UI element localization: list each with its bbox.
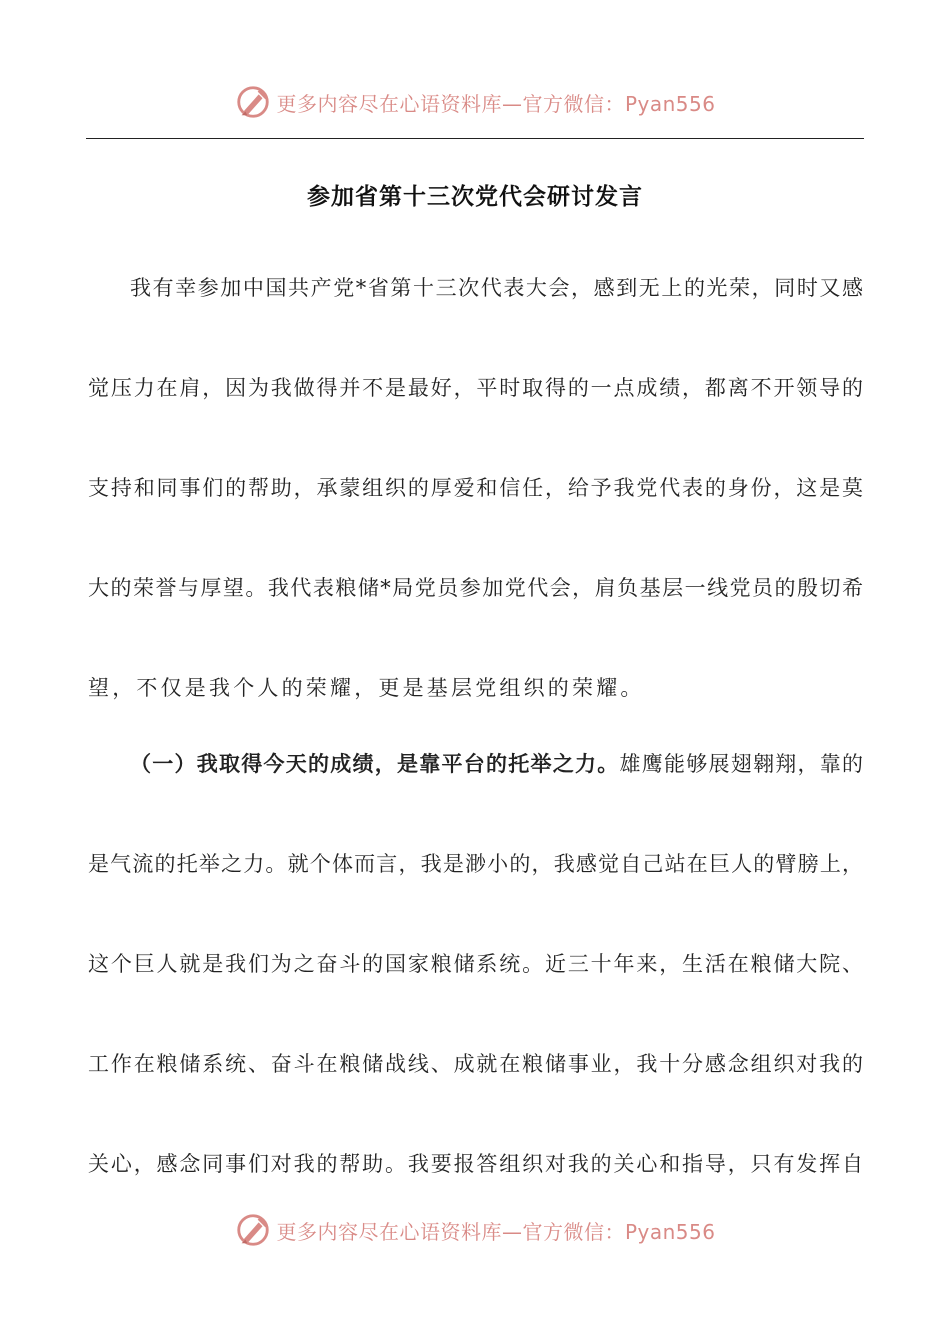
paragraph-line: 这个巨人就是我们为之奋斗的国家粮储系统。近三十年来，生活在粮储大院、 — [88, 952, 863, 976]
header-wechat-text: —官方微信：Pyan556 — [501, 91, 716, 116]
header-divider — [86, 138, 864, 139]
pen-logo-icon — [234, 1211, 272, 1249]
page-header-banner — [0, 82, 950, 122]
footer-wechat-text: —官方微信：Pyan556 — [501, 1219, 716, 1244]
page-footer-banner — [0, 1210, 950, 1250]
paragraph-line: 我有幸参加中国共产党*省第十三次代表大会，感到无上的光荣，同时又感 — [130, 276, 863, 300]
paragraph-line: 觉压力在肩，因为我做得并不是最好，平时取得的一点成绩，都离不开领导的 — [88, 376, 863, 400]
paragraph-line: 望，不仅是我个人的荣耀，更是基层党组织的荣耀。 — [88, 676, 645, 700]
paragraph-line: 大的荣誉与厚望。我代表粮储*局党员参加党代会，肩负基层一线党员的殷切希 — [88, 576, 863, 600]
header-brand-text: 更多内容尽在心语资料库—官方微信：Pyan556 — [276, 91, 716, 116]
pen-logo-icon — [234, 83, 272, 121]
paragraph-line: 工作在粮储系统、奋斗在粮储战线、成就在粮储事业，我十分感念组织对我的 — [88, 1052, 863, 1076]
section-heading: （一）我取得今天的成绩，是靠平台的托举之力。 — [130, 751, 620, 776]
footer-brand-text: 更多内容尽在心语资料库—官方微信：Pyan556 — [276, 1219, 716, 1244]
paragraph-line: 是气流的托举之力。就个体而言，我是渺小的，我感觉自己站在巨人的臂膀上， — [88, 852, 863, 876]
document-title: 参加省第十三次党代会研讨发言 — [307, 183, 643, 210]
paragraph-line: 关心，感念同事们对我的帮助。我要报答组织对我的关心和指导，只有发挥自 — [88, 1152, 863, 1176]
paragraph-line: 支持和同事们的帮助，承蒙组织的厚爱和信任，给予我党代表的身份，这是莫 — [88, 476, 863, 500]
section-heading-rest: 雄鹰能够展翅翱翔，靠的 — [619, 752, 863, 776]
section-heading-line — [88, 748, 863, 778]
